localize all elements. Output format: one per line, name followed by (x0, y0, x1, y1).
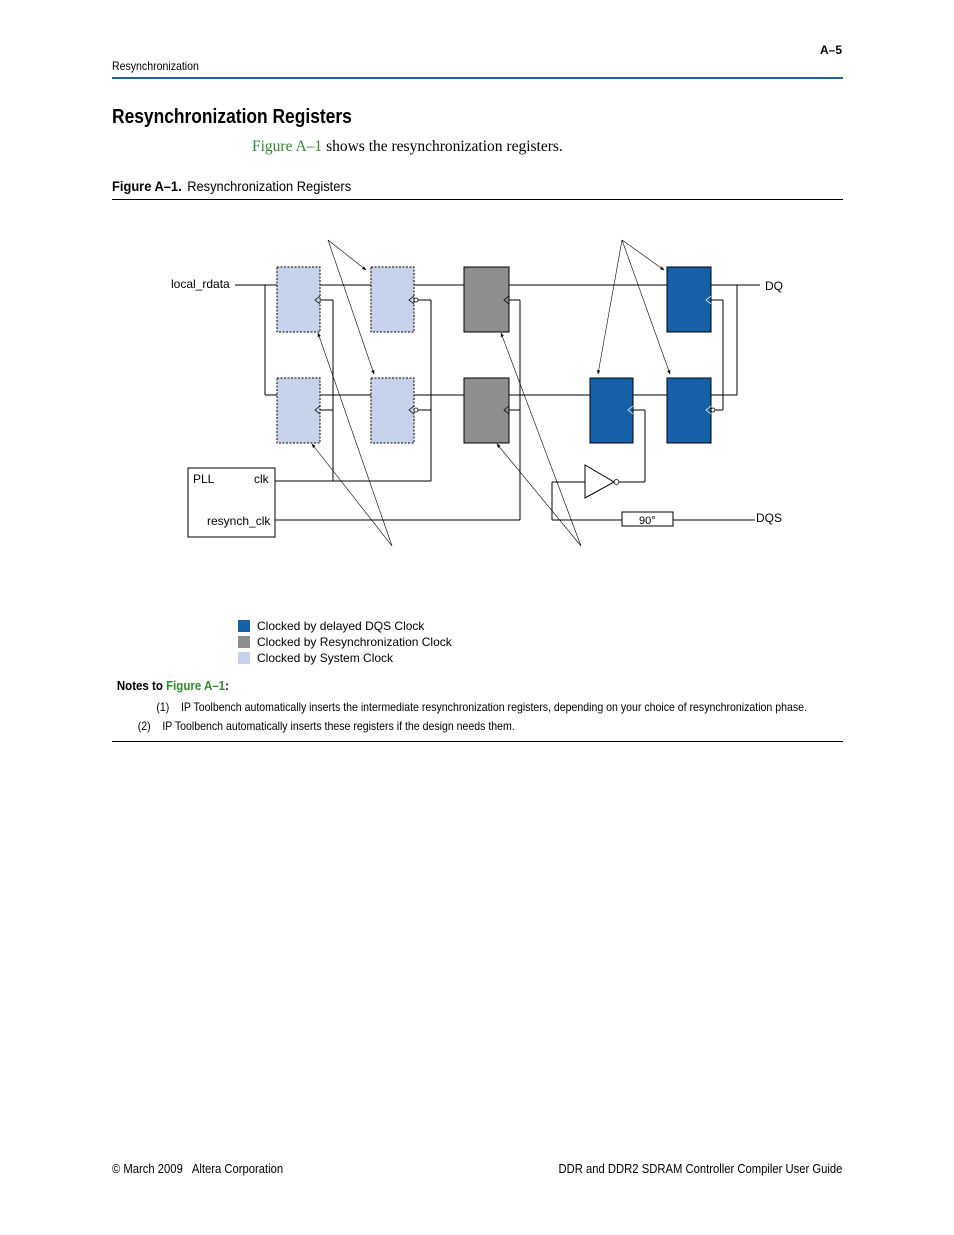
pll-label: PLL (193, 472, 215, 486)
resynch-clk-label: resynch_clk (207, 514, 271, 528)
figure-link[interactable]: Figure A–1 (252, 138, 323, 155)
note-item (156, 700, 807, 714)
note-text: IP Toolbench automatically inserts the intermediate resynchronization registers, depending on your choice of resynchronization phase. (180, 700, 807, 714)
dqs-reg-2 (590, 378, 633, 443)
notes-figure-link[interactable]: Figure A–1 (166, 679, 226, 693)
inverter-symbol (585, 465, 614, 498)
legend-swatch-system (238, 652, 250, 664)
notes-title-suffix: : (225, 679, 229, 693)
intro-text: shows the resynchronization registers. (322, 138, 563, 155)
local-rdata-label: local_rdata (171, 277, 230, 291)
note-number: (1) (156, 700, 170, 714)
dqs-reg-1 (667, 267, 711, 332)
footer-doc-title: DDR and DDR2 SDRAM Controller Compiler User Guide (558, 1162, 842, 1176)
page-number: A–5 (819, 43, 842, 57)
legend-label: Clocked by System Clock (257, 651, 394, 665)
footer-date: © March 2009 (112, 1162, 183, 1176)
dqs-label: DQS (756, 511, 783, 525)
figure-label: Figure A–1. (112, 178, 182, 194)
figure-bottom-rule (112, 741, 843, 742)
phase-label: 90° (639, 515, 656, 527)
note-text: IP Toolbench automatically inserts these registers if the design needs them. (162, 719, 515, 733)
legend-label: Clocked by delayed DQS Clock (257, 619, 425, 633)
dq-label: DQ (765, 279, 783, 293)
footer-right (527, 1162, 842, 1176)
running-header-section: Resynchronization (112, 59, 199, 73)
legend-item (238, 618, 452, 634)
system-reg-2 (371, 267, 414, 332)
notes-title (117, 679, 229, 693)
figure-title: Resynchronization Registers (187, 178, 352, 194)
legend-item (238, 634, 452, 650)
system-reg-3 (277, 378, 320, 443)
resynch-reg-1 (464, 267, 509, 332)
note-number: (2) (137, 719, 151, 733)
legend-item (238, 650, 452, 666)
legend-swatch-dqs (238, 620, 250, 632)
legend-label: Clocked by Resynchronization Clock (257, 635, 452, 649)
note-item (138, 719, 515, 733)
resynch-reg-2 (464, 378, 509, 443)
system-reg-4 (371, 378, 414, 443)
clk-label: clk (254, 472, 269, 486)
system-reg-1 (277, 267, 320, 332)
dqs-reg-3 (667, 378, 711, 443)
section-title: Resynchronization Registers (112, 106, 352, 128)
diagram-legend (238, 618, 452, 666)
legend-swatch-resynch (238, 636, 250, 648)
footer-left (112, 1162, 283, 1176)
notes-title-prefix: Notes to (116, 679, 167, 693)
footer-company: Altera Corporation (191, 1162, 284, 1176)
